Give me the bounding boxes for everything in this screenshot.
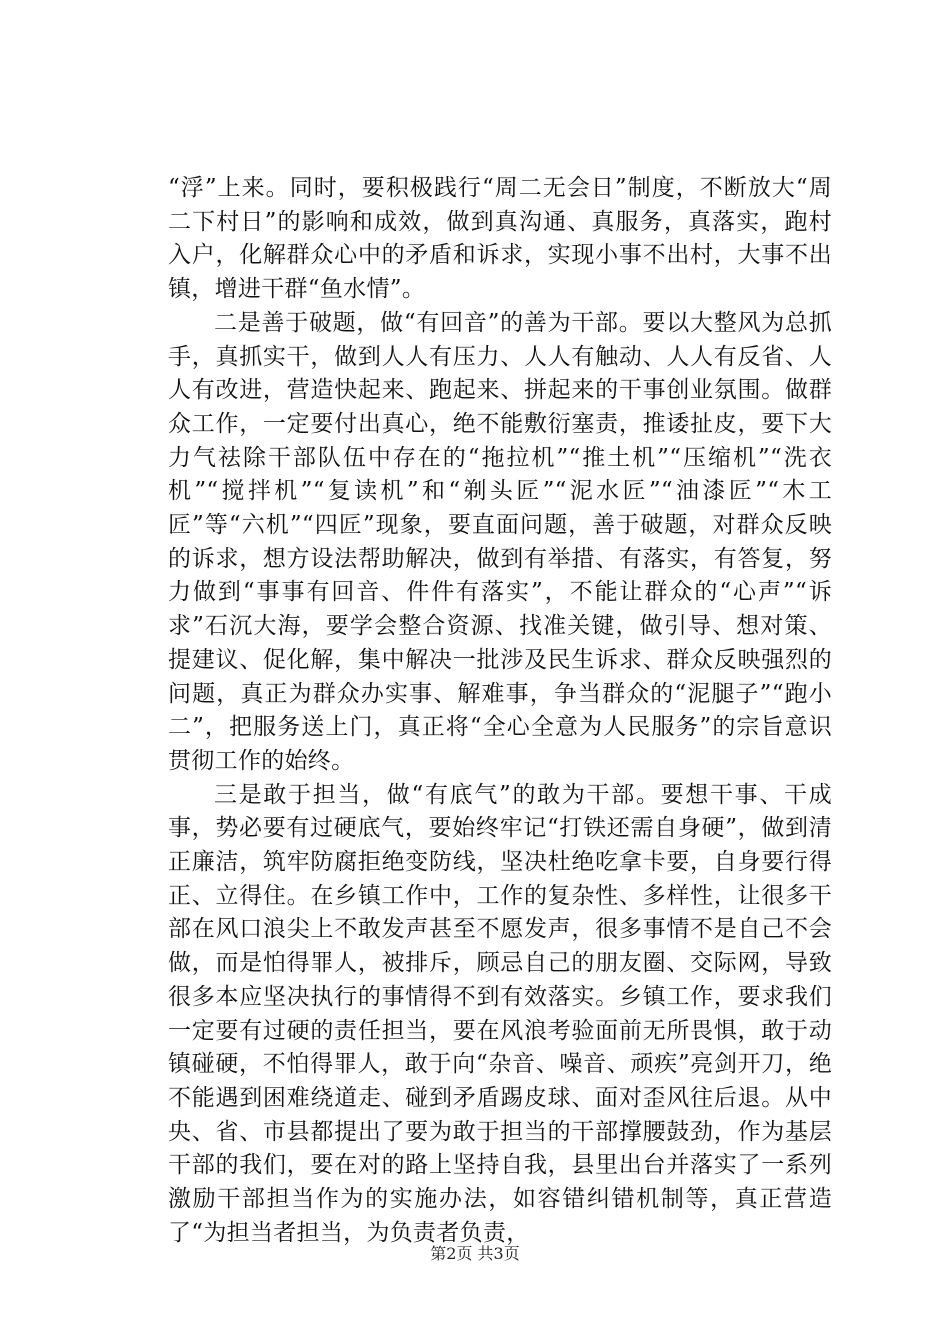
- paragraph-continuation: “浮”上来。同时，要积极践行“周二无会日”制度，不断放大“周二下村日”的影响和成效，做到真沟通、真服务，真落实，跑村入户，化解群众心中的矛盾和诉求，实现小事不出村，大事不出镇，增进干群“鱼水情”。: [168, 175, 832, 303]
- page-footer: [0, 1244, 950, 1264]
- paragraph-point-three: 三是敢于担当，做“有底气”的敢为干部。要想干事、干成事，势必要有过硬底气，要始终牢记“打铁还需自身硬”，做到清正廉洁，筑牢防腐拒绝变防线，坚决杜绝吃拿卡要，自身要行得正、立得住。在乡镇工作中，工作的复杂性、多样性，让很多干部在风口浪尖上不敢发声甚至不愿发声，很多事情不是自己不会做，而是怕得罪人，被排斥，顾忌自己的朋友圈、交际网，导致很多本应坚决执行的事情得不到有效落实。乡镇工作，要求我们一定要有过硬的责任担当，要在风浪考验面前无所畏惧，敢于动镇碰硬，不怕得罪人，敢于向“杂音、噪音、顽疾”亮剑开刀，绝不能遇到困难绕道走、碰到矛盾踢皮球、面对歪风往后退。从中央、省、市县都提出了要为敢于担当的干部撑腰鼓劲，作为基层干部的我们，要在对的路上坚持自我，县里出台并落实了一系列激励干部担当作为的实施办法，如容错纠错机制等，真正营造了“为担当者担当，为负责者负责，: [168, 781, 832, 1246]
- body-text: [168, 172, 832, 1251]
- paragraph-point-two: 二是善于破题，做“有回音”的善为干部。要以大整风为总抓手，真抓实干，做到人人有压力、人人有触动、人人有反省、人人有改进，营造快起来、跑起来、拼起来的干事创业氛围。做群众工作，一定要付出真心，绝不能敷衍塞责，推诿扯皮，要下大力气祛除干部队伍中存在的“拖拉机”“推土机”“压缩机”“洗衣机”“搅拌机”“复读机”和“剃头匠”“泥水匠”“油漆匠”“木工匠”等“六机”“四匠”现象，要直面问题，善于破题，对群众反映的诉求，想方设法帮助解决，做到有举措、有落实，有答复，努力做到“事事有回音、件件有落实”，不能让群众的“心声”“诉求”石沉大海，要学会整合资源、找准关键，做引导、想对策、提建议、促化解，集中解决一批涉及民生诉求、群众反映强烈的问题，真正为群众办实事、解难事，争当群众的“泥腿子”“跑小二”，把服务送上门，真正将“全心全意为人民服务”的宗旨意识贯彻工作的始终。: [168, 309, 832, 774]
- page-number: 第2页 共3页: [430, 1244, 520, 1263]
